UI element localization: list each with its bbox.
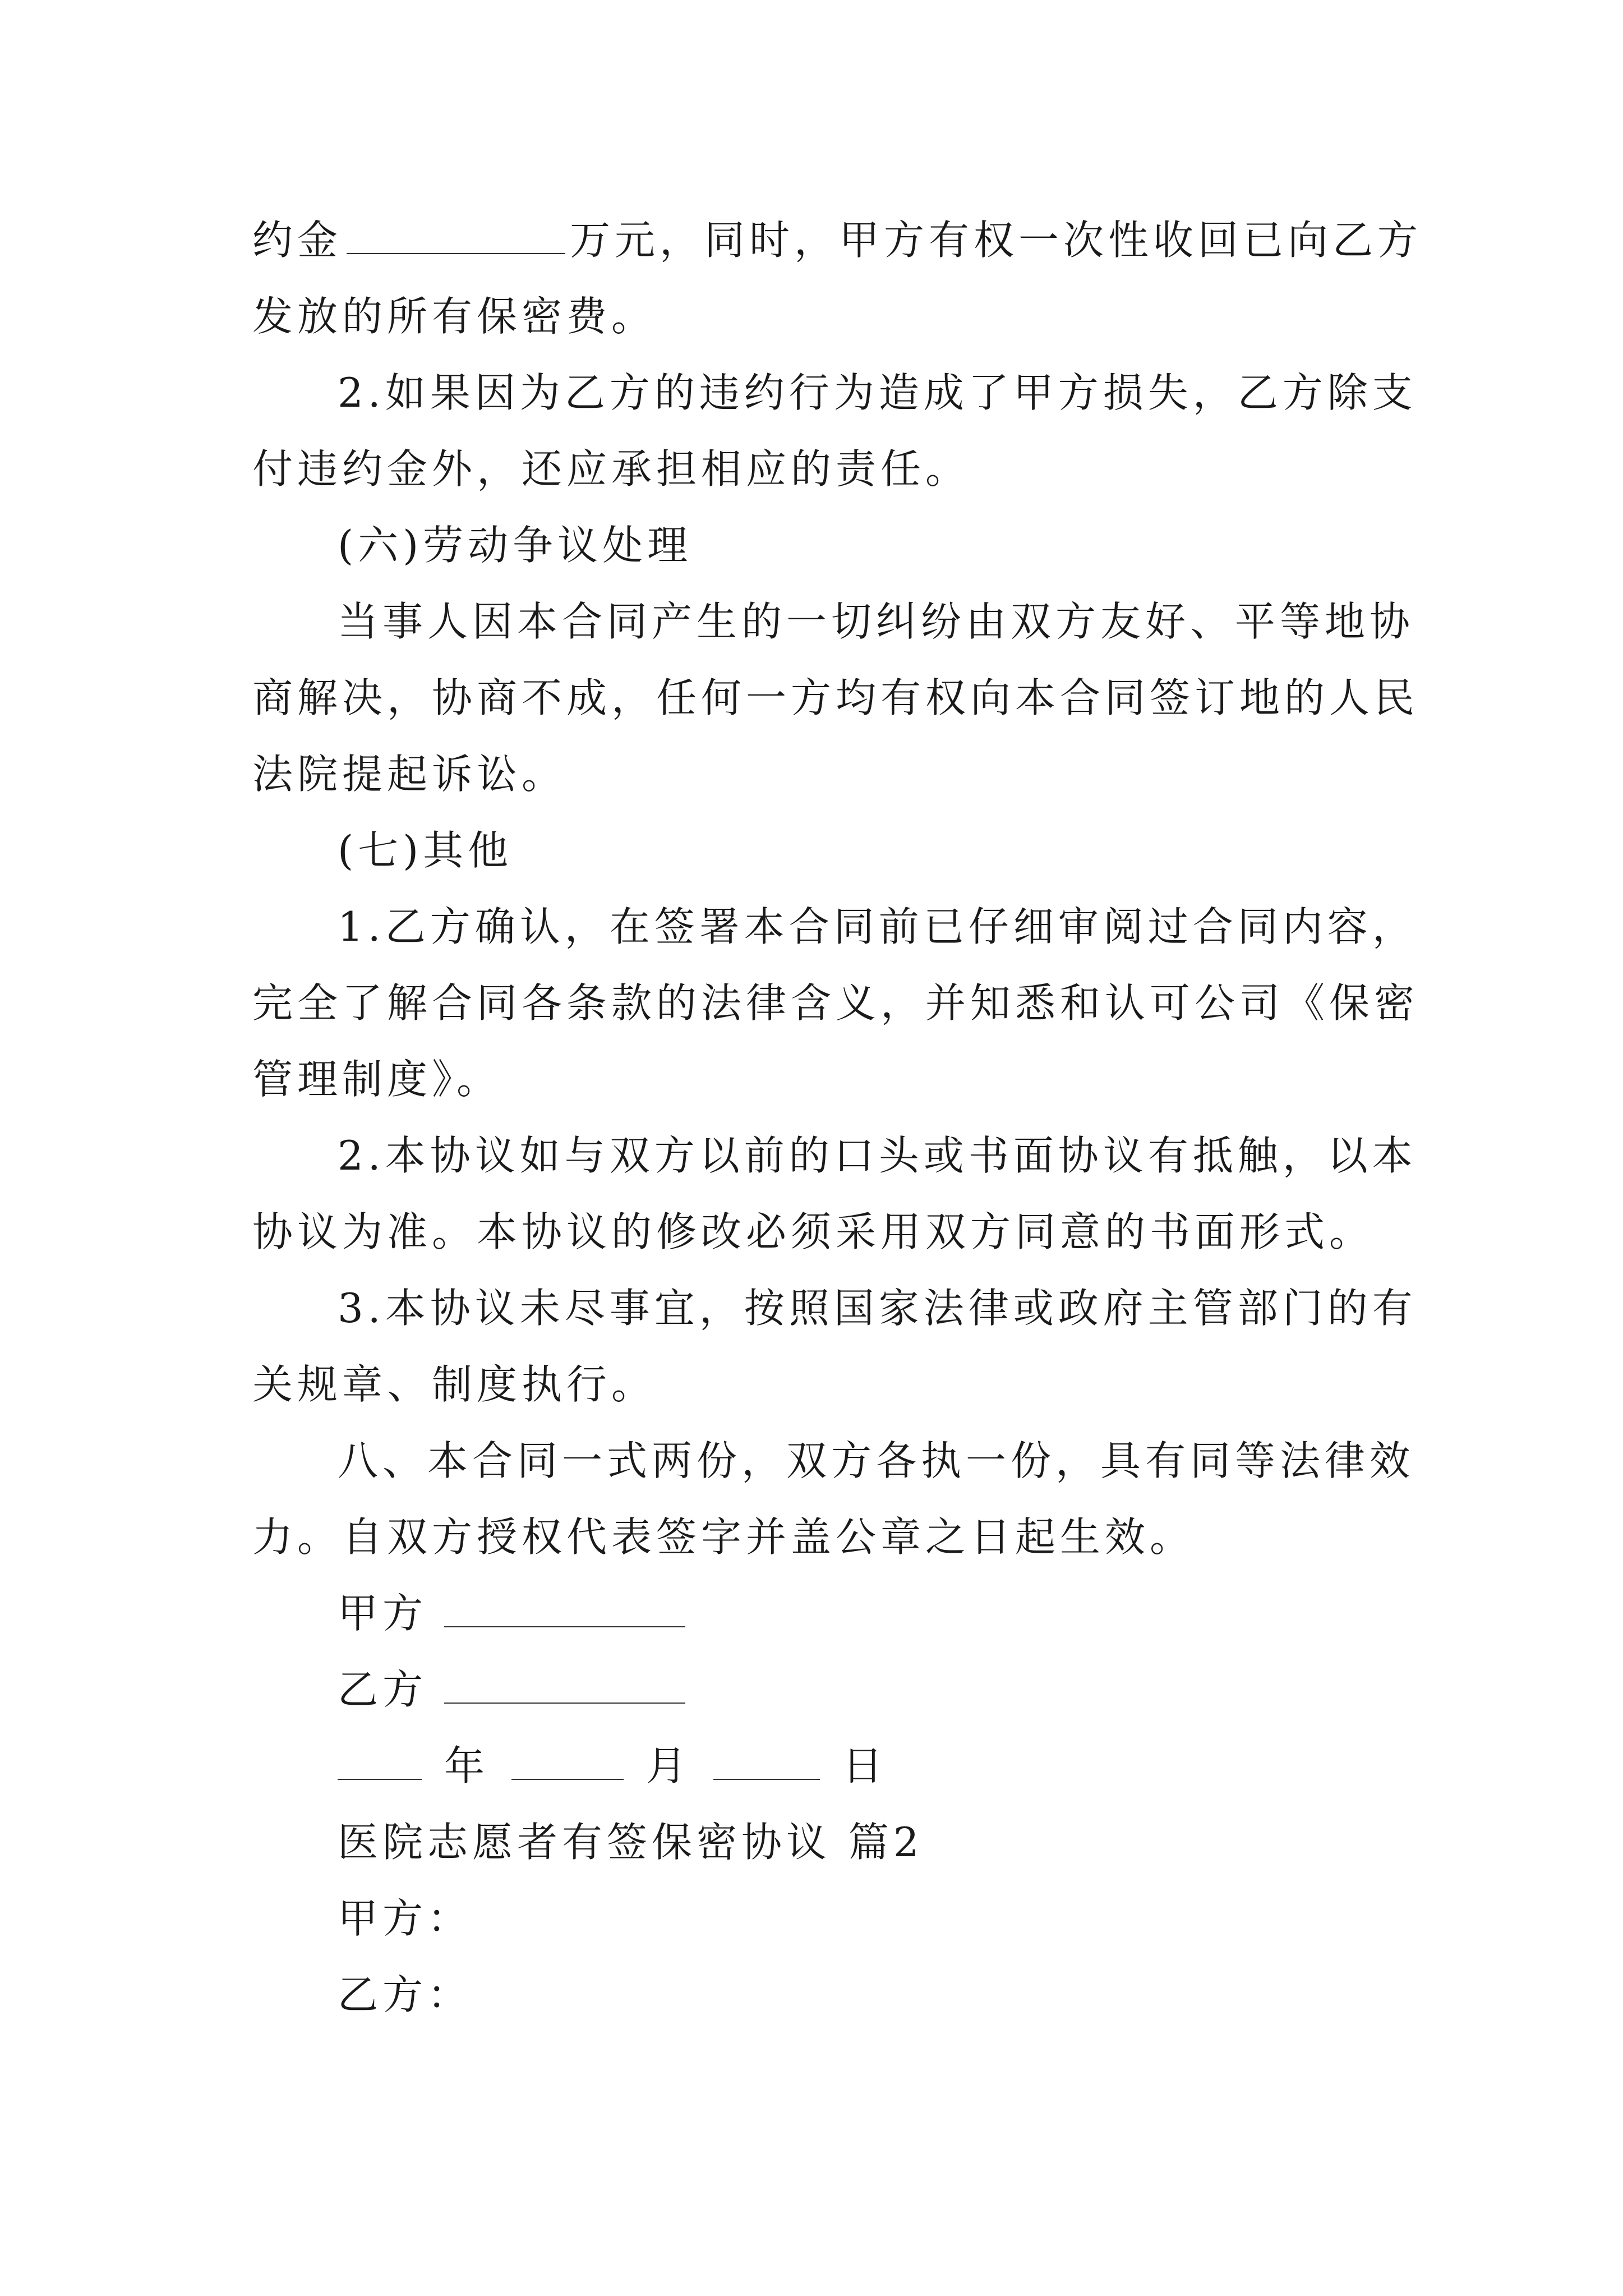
next-party-a-label: 甲方： (338, 1895, 473, 1942)
party-a-label: 甲方 (338, 1590, 428, 1637)
paragraph-line: 力。自双方授权代表签字并盖公章之日起生效。 (252, 1513, 1195, 1561)
paragraph-line: 当事人因本合同产生的一切纠纷由双方友好、平等地协 (338, 598, 1415, 645)
party-a-signature-field (444, 1594, 685, 1627)
paragraph-line: 2.本协议如与双方以前的口头或书面协议有抵触，以本 (338, 1132, 1417, 1179)
text-fragment: 约金 (252, 217, 343, 264)
party-b-signature-field (444, 1670, 685, 1704)
paragraph-line: 八、本合同一式两份，双方各执一份，具有同等法律效 (338, 1437, 1415, 1484)
paragraph-line (252, 202, 1423, 278)
paragraph-line: 管理制度》。 (252, 1056, 502, 1103)
document-page (252, 202, 1423, 2033)
text-fragment: 万元，同时，甲方有权一次性收回已向乙方 (570, 217, 1423, 264)
paragraph-line: 3.本协议未尽事宜，按照国家法律或政府主管部门的有 (338, 1285, 1417, 1332)
paragraph-line: 法院提起诉讼。 (252, 751, 567, 798)
next-party-b-label: 乙方： (338, 1971, 473, 2018)
paragraph-line: 付违约金外，还应承担相应的责任。 (252, 445, 971, 493)
paragraph-line: 完全了解合同各条款的法律含义，并知悉和认可公司《保密 (252, 979, 1419, 1027)
year-label: 年 (444, 1742, 490, 1789)
paragraph-line: 2.如果因为乙方的违约行为造成了甲方损失，乙方除支 (338, 369, 1417, 416)
date-line (252, 1728, 1380, 1804)
next-document-title: 医院志愿者有签保密协议 篇2 (338, 1819, 924, 1866)
signature-line-party-b (252, 1651, 1380, 1728)
signature-line-party-a (252, 1575, 1380, 1651)
paragraph-line: 发放的所有保密费。 (252, 293, 657, 340)
blank-amount-field (347, 220, 565, 254)
month-label: 月 (646, 1742, 691, 1789)
paragraph-line: 关规章、制度执行。 (252, 1361, 657, 1408)
paragraph-line: 商解决，协商不成，任何一方均有权向本合同签订地的人民 (252, 674, 1419, 721)
paragraph-line: 1.乙方确认，在签署本合同前已仔细审阅过合同内容， (338, 903, 1417, 950)
month-field (511, 1746, 624, 1780)
party-b-label: 乙方 (338, 1666, 428, 1713)
day-field (713, 1746, 820, 1780)
year-field (338, 1746, 422, 1780)
day-label: 日 (842, 1742, 888, 1789)
section-heading: (六)劳动争议处理 (338, 522, 693, 569)
paragraph-line: 协议为准。本协议的修改必须采用双方同意的书面形式。 (252, 1208, 1375, 1255)
section-heading: (七)其他 (338, 827, 513, 874)
